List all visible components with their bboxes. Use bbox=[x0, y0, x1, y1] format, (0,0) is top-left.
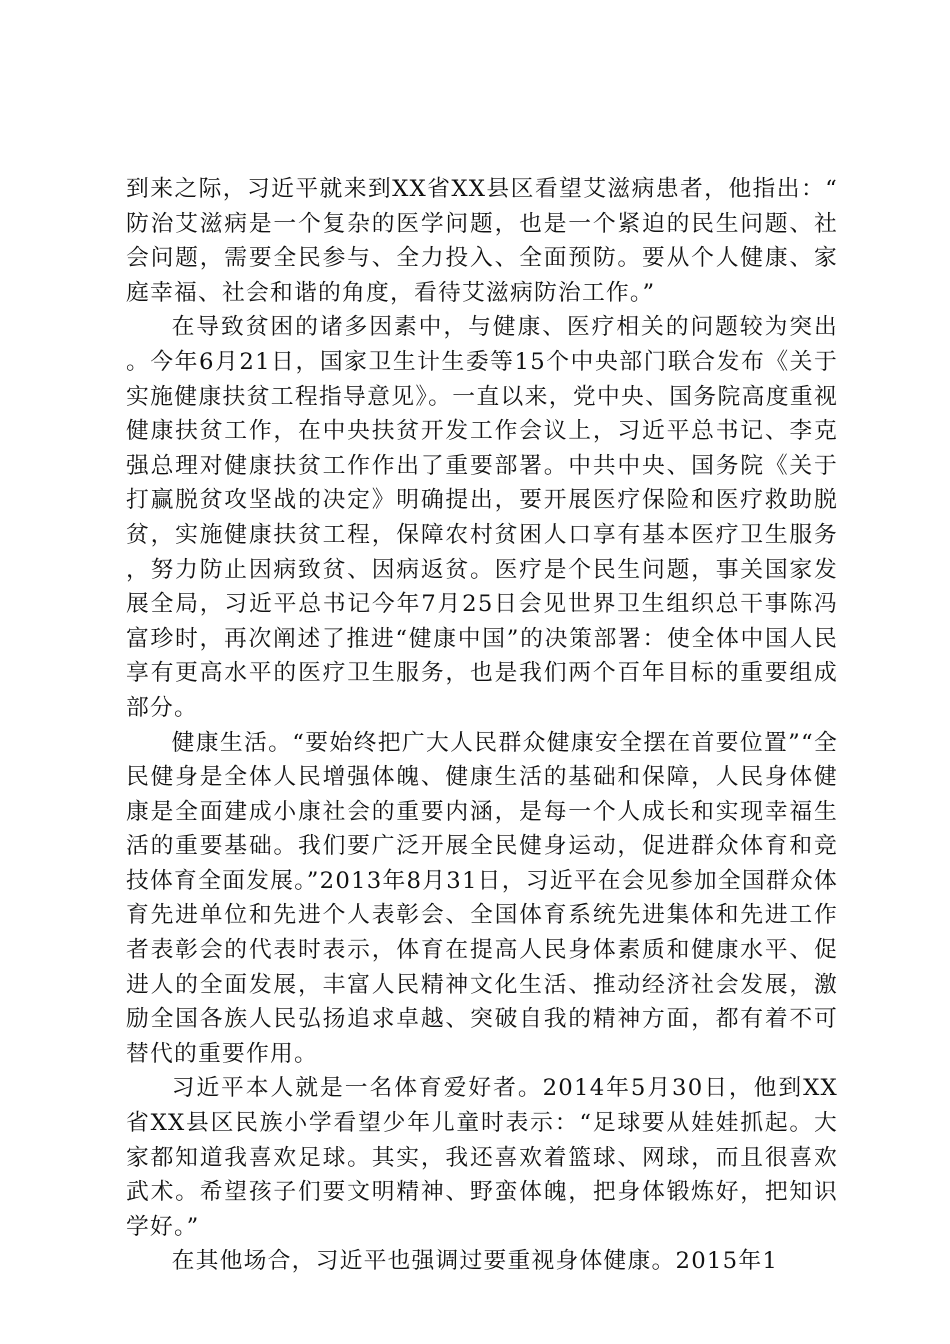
paragraph-healthy-life: 健康生活。“要始终把广大人民群众健康安全摆在首要位置”“全民健身是全体人民增强体魄、健康生活的基础和保障，人民身体健康是全面建成小康社会的重要内涵，是每一个人成长和实现幸福生活的重要基础。我们要广泛开展全民健身运动，促进群众体育和竞技体育全面发展。”2013年8月31日，习近平在会见参加全国群众体育先进单位和先进个人表彰会、全国体育系统先进集体和先进工作者表彰会的代表时表示，体育在提高人民身体素质和健康水平、促进人的全面发展，丰富人民精神文化生活、推动经济社会发展，激励全国各族人民弘扬追求卓越、突破自我的精神方面，都有着不可替代的重要作用。 bbox=[126, 729, 838, 1067]
document-body bbox=[126, 172, 838, 1279]
paragraph-health-poverty: 在导致贫困的诸多因素中，与健康、医疗相关的问题较为突出。今年6月21日，国家卫生计生委等15个中央部门联合发布《关于实施健康扶贫工程指导意见》。一直以来，党中央、国务院高度重视健康扶贫工作，在中央扶贫开发工作会议上，习近平总书记、李克强总理对健康扶贫工作作出了重要部署。中共中央、国务院《关于打赢脱贫攻坚战的决定》明确提出，要开展医疗保险和医疗救助脱贫，实施健康扶贫工程，保障农村贫困人口享有基本医疗卫生服务，努力防止因病致贫、因病返贫。医疗是个民生问题，事关国家发展全局，习近平总书记今年7月25日会见世界卫生组织总干事陈冯富珍时，再次阐述了推进“健康中国”的决策部署：使全体中国人民享有更高水平的医疗卫生服务，也是我们两个百年目标的重要组成部分。 bbox=[126, 314, 838, 721]
paragraph-other-occasions: 在其他场合，习近平也强调过要重视身体健康。2015年1 bbox=[171, 1248, 779, 1275]
paragraph-aids-prevention: 到来之际，习近平就来到XX省XX县区看望艾滋病患者，他指出：“防治艾滋病是一个复杂的医学问题，也是一个紧迫的民生问题、社会问题，需要全民参与、全力投入、全面预防。要从个人健康、家庭幸福、社会和谐的角度，看待艾滋病防治工作。” bbox=[126, 176, 838, 306]
paragraph-sports-hobby: 习近平本人就是一名体育爱好者。2014年5月30日，他到XX省XX县区民族小学看望少年儿童时表示：“足球要从娃娃抓起。大家都知道我喜欢足球。其实，我还喜欢着篮球、网球，而且很喜欢武术。希望孩子们要文明精神、野蛮体魄，把身体锻炼好，把知识学好。” bbox=[126, 1075, 838, 1240]
